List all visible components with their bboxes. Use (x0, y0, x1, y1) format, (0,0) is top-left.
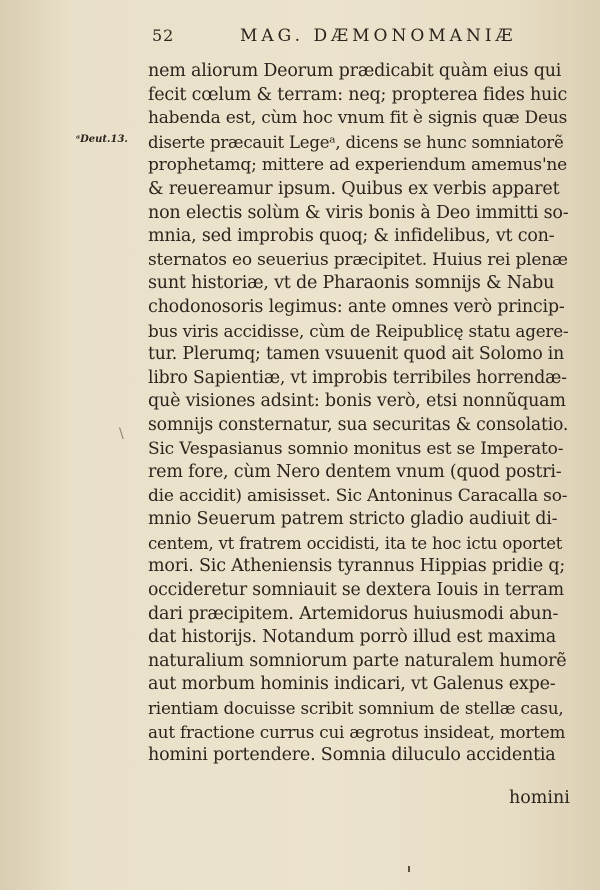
text-line: die accidit) amisisset. Sic Antoninus Caracalla so- (148, 485, 568, 506)
text-line: non electis solùm & viris bonis à Deo immitti so- (148, 202, 569, 223)
text-line: occideretur somniauit se dextera Iouis in terram (148, 580, 564, 601)
text-line: homini portendere. Somnia diluculo accidentia (148, 745, 556, 766)
text-line: aut fractione currus cui ægrotus insideat, mortem (148, 721, 566, 742)
text-line: prophetamq; mittere ad experiendum amemus'ne (148, 155, 568, 176)
text-line: tur. Plerumq; tamen vsuuenit quod ait Solomo in (148, 344, 565, 365)
catchword: homini (509, 788, 570, 808)
text-line: bus viris accidisse, cùm de Reipublicę statu agere- (148, 320, 569, 341)
text-line: naturalium somniorum parte naturalem humorẽ (148, 650, 567, 671)
text-line: nem aliorum Deorum prædicabit quàm eius qui (148, 61, 562, 81)
margin-note: ᵃDeut.13. (76, 134, 128, 145)
text-line: dari præcipitem. Artemidorus huiusmodi abun- (148, 603, 559, 624)
text-line: rem fore, cùm Nero dentem vnum (quod postri- (148, 462, 562, 483)
text-line: & reuereamur ipsum. Quibus ex verbis apparet (148, 178, 560, 199)
body-text (148, 60, 568, 768)
page-number: 52 (152, 26, 175, 45)
text-line: mnia, sed improbis quoq; & infidelibus, vt con- (148, 226, 555, 247)
margin-mark: \ (119, 426, 124, 442)
text-line: sunt historiæ, vt de Pharaonis somnijs & Nabu (148, 273, 555, 294)
ink-spot (408, 866, 410, 872)
text-line: què visiones adsint: bonis verò, etsi nonnũquam (148, 391, 566, 412)
text-line: habenda est, cùm hoc vnum fit è signis quæ Deus (148, 108, 568, 129)
text-line: centem, vt fratrem occidisti, ita te hoc ictu oportet (148, 533, 563, 553)
text-line: Sic Vespasianus somnio monitus est se Imperato- (148, 438, 564, 459)
text-line: aut morbum hominis indicari, vt Galenus expe- (148, 674, 556, 695)
text-line: mori. Sic Atheniensis tyrannus Hippias pridie q; (148, 556, 566, 577)
text-line: somnijs consternatur, sua securitas & consolatio. (148, 414, 569, 435)
text-line: chodonosoris legimus: ante omnes verò princip- (148, 296, 565, 317)
page-header (0, 26, 600, 50)
running-title: MAG. DÆMONOMANIÆ (240, 26, 517, 46)
text-line: fecit cœlum & terram: neq; propterea fides huic (148, 84, 568, 105)
text-line: libro Sapientiæ, vt improbis terribiles horrendæ- (148, 367, 567, 388)
text-line: diserte præcauit Legeᵃ, dicens se hunc somniatorẽ (148, 132, 564, 152)
text-line: mnio Seuerum patrem stricto gladio audiuit di- (148, 509, 558, 530)
text-line: dat historijs. Notandum porrò illud est maxima (148, 627, 557, 648)
text-line: sternatos eo seuerius præcipitet. Huius rei plenæ (148, 249, 568, 270)
text-line: rientiam docuisse scribit somnium de stellæ casu, (148, 698, 564, 719)
